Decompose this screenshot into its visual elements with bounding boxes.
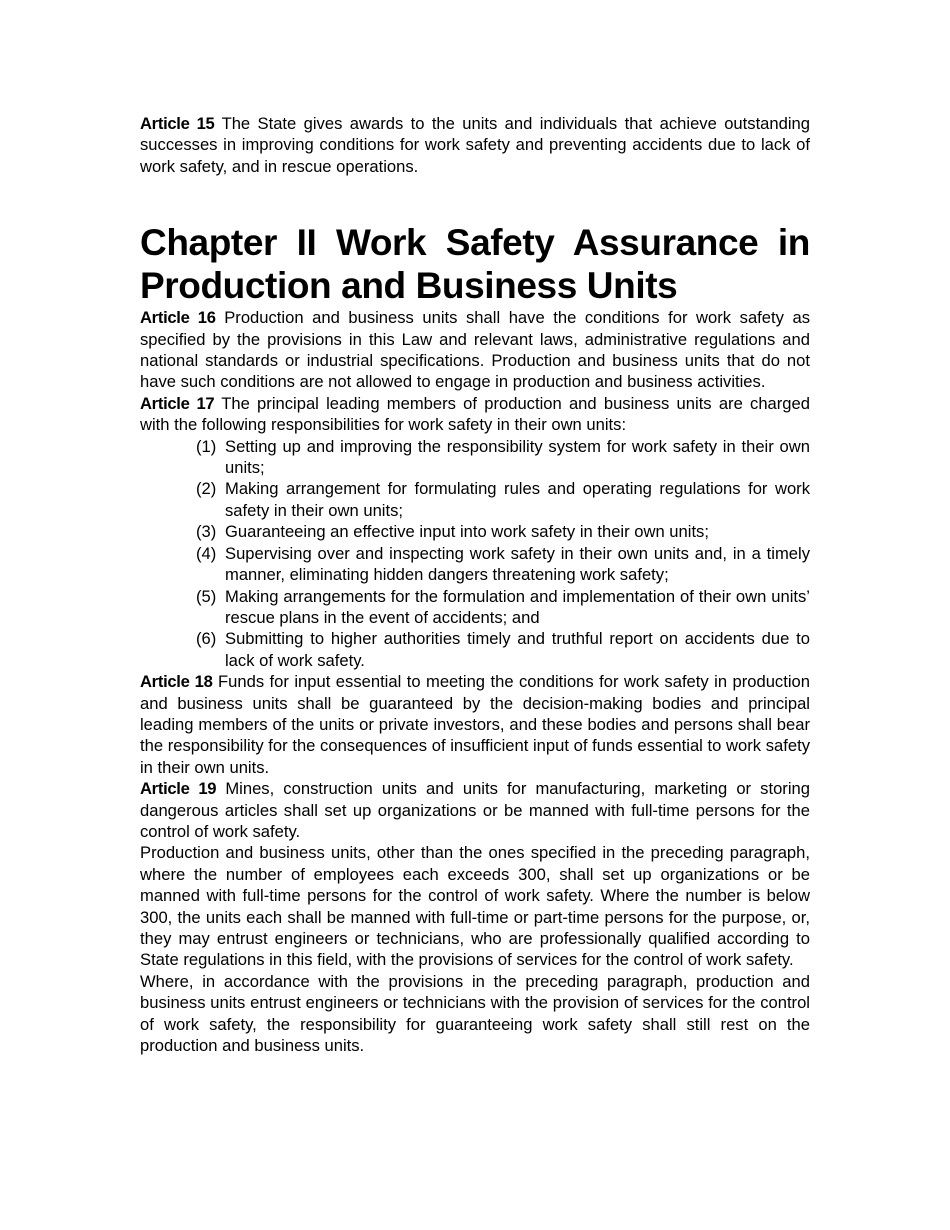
article-19 xyxy=(140,778,810,842)
article-17 xyxy=(140,393,810,436)
article-17-label: Article 17 xyxy=(140,393,215,413)
list-item-text: Making arrangements for the formulation and implementation of their own units’ rescue plans in the event of accidents; and xyxy=(225,586,810,627)
article-19-text: Mines, construction units and units for manufacturing, marketing or storing dangerous articles shall set up organizations or be manned with full-time persons for the control of work safety. xyxy=(140,779,810,841)
article-19-label: Article 19 xyxy=(140,779,217,799)
list-item xyxy=(196,521,810,542)
document-page xyxy=(140,113,810,1056)
list-item-text: Guaranteeing an effective input into work safety in their own units; xyxy=(225,522,709,542)
article-16 xyxy=(140,307,810,393)
list-item-number: (2) xyxy=(196,479,217,499)
article-15-text: The State gives awards to the units and individuals that achieve outstanding successes in improving conditions for work safety and preventing accidents due to lack of work safety, and in rescue operations. xyxy=(140,114,811,176)
list-item-number: (4) xyxy=(196,543,217,563)
article-18-text: Funds for input essential to meeting the conditions for work safety in production and business units shall be guaranteed by the decision-making bodies and principal leading members of the units or private investors, and these bodies and persons shall bear the responsibility for the consequences of insufficient input of funds essential to work safety in their own units. xyxy=(140,672,810,777)
list-item-text: Submitting to higher authorities timely and truthful report on accidents due to lack of work safety. xyxy=(225,629,810,670)
list-item-number: (3) xyxy=(196,522,217,542)
list-item xyxy=(196,436,810,479)
article-18 xyxy=(140,671,810,778)
list-item-text: Making arrangement for formulating rules and operating regulations for work safety in their own units; xyxy=(225,479,810,520)
list-item-number: (5) xyxy=(196,586,217,606)
list-item-number: (6) xyxy=(196,629,217,649)
list-item xyxy=(196,543,810,586)
article-15-label: Article 15 xyxy=(140,114,215,133)
list-item xyxy=(196,628,810,671)
article-15 xyxy=(140,113,810,177)
article-18-label: Article 18 xyxy=(140,672,213,692)
list-item-text: Supervising over and inspecting work safety in their own units and, in a timely manner, eliminating hidden dangers threatening work safety; xyxy=(225,543,810,585)
article-17-text: The principal leading members of production and business units are charged with the following responsibilities for work safety in their own units: xyxy=(140,393,810,435)
list-item xyxy=(196,478,810,521)
article-16-text: Production and business units shall have the conditions for work safety as specified by the provisions in this Law and relevant laws, administrative regulations and national standards or industrial specifications. Production and business units that do not have such conditions are not allowed to engage in production and business activities. xyxy=(140,308,810,392)
list-item-text: Setting up and improving the responsibility system for work safety in their own units; xyxy=(225,436,810,478)
list-item xyxy=(196,586,810,629)
article-16-label: Article 16 xyxy=(140,308,216,328)
article-19-paragraph-3: Where, in accordance with the provisions in the preceding paragraph, production and business units entrust engineers or technicians with the provision of services for the control of work safety, the responsibility for guaranteeing work safety shall still rest on the production and business units. xyxy=(140,971,810,1056)
list-item-number: (1) xyxy=(196,436,217,456)
article-17-list xyxy=(140,436,810,671)
article-19-paragraph-2: Production and business units, other than the ones specified in the preceding paragraph, where the number of employees each exceeds 300, shall set up organizations or be manned with full-time persons for the control of work safety. Where the number is below 300, the units each shall be manned with full-time or part-time persons for the purpose, or, they may entrust engineers or technicians, who are professionally qualified according to State regulations in this field, with the provisions of services for the control of work safety. xyxy=(140,843,810,970)
chapter-title: Chapter II Work Safety Assurance in Production and Business Units xyxy=(140,222,810,307)
